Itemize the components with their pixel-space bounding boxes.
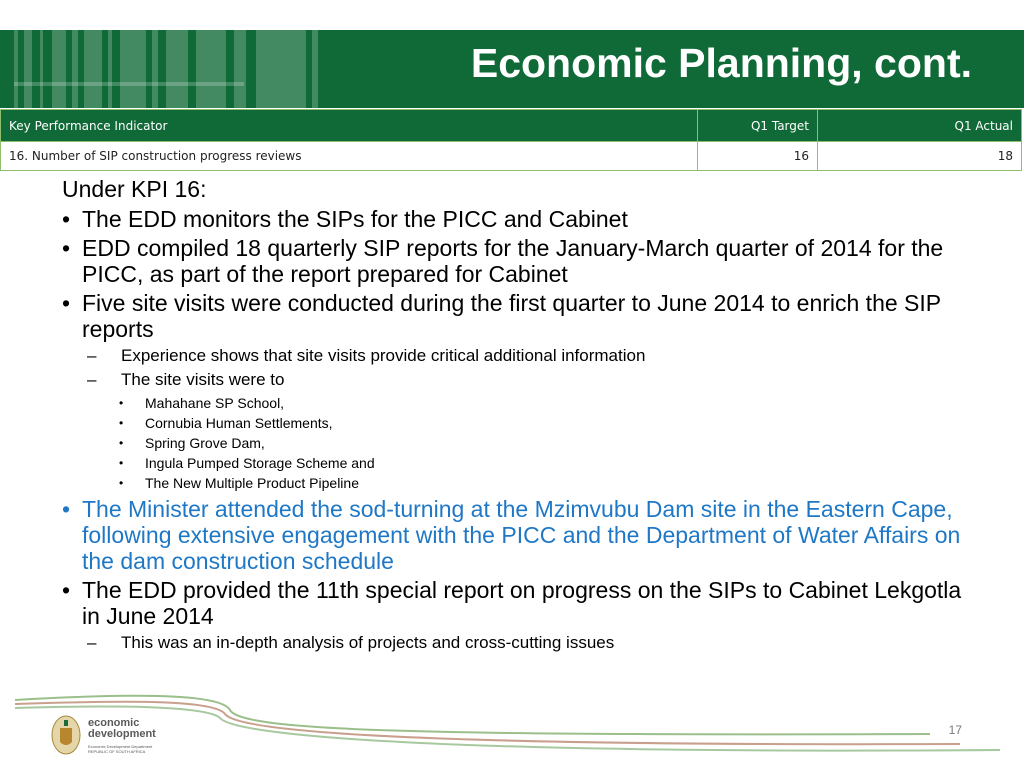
kpi-column-header: Key Performance Indicator xyxy=(1,110,698,142)
dash-marker: – xyxy=(87,633,97,652)
bullet-marker: • xyxy=(119,416,124,430)
intro-heading: Under KPI 16: xyxy=(62,176,207,202)
bullet-marker: • xyxy=(62,577,71,603)
bullet-marker: • xyxy=(119,436,124,450)
q1-target-cell: 16 xyxy=(698,142,818,171)
logo-line-2: development xyxy=(88,728,156,740)
dash-marker: – xyxy=(87,346,97,365)
dash-marker: – xyxy=(87,370,97,389)
sub-bullet-item xyxy=(62,369,962,391)
site-name: Mahahane SP School, xyxy=(145,395,285,411)
bullet-marker: • xyxy=(62,290,71,316)
coat-of-arms-icon xyxy=(50,714,82,756)
sub-bullet-item xyxy=(62,345,962,367)
q1-target-column-header: Q1 Target xyxy=(698,110,818,142)
bullet-marker: • xyxy=(62,235,71,261)
logo-line-1: economic xyxy=(88,717,140,729)
bullet-text: The EDD provided the 11th special report on progress on the SIPs to Cabinet Lekgotla in June 2014 xyxy=(82,577,962,629)
bullet-text: EDD compiled 18 quarterly SIP reports for the January-March quarter of 2014 for the PICC, as part of the report prepared for Cabinet xyxy=(82,235,944,287)
bullet-item-highlighted xyxy=(62,496,962,574)
logo-sub-2: REPUBLIC OF SOUTH AFRICA xyxy=(88,749,146,754)
kpi-table-header-row xyxy=(1,110,1022,142)
bullet-text: Five site visits were conducted during the first quarter to June 2014 to enrich the SIP reports xyxy=(82,290,941,342)
list-item xyxy=(62,413,962,433)
kpi-cell: 16. Number of SIP construction progress reviews xyxy=(1,142,698,171)
sub-bullet-item xyxy=(62,632,962,654)
kpi-table xyxy=(0,109,1022,171)
header-bar xyxy=(0,30,1024,108)
bullet-marker: • xyxy=(119,396,124,410)
q1-actual-column-header: Q1 Actual xyxy=(818,110,1022,142)
list-item xyxy=(62,453,962,473)
site-name: Cornubia Human Settlements, xyxy=(145,415,333,431)
list-item xyxy=(62,473,962,493)
slide-body xyxy=(62,176,962,656)
bullet-text: The EDD monitors the SIPs for the PICC and Cabinet xyxy=(82,206,628,232)
sub-bullet-text: Experience shows that site visits provide critical additional information xyxy=(121,346,646,365)
site-name: Ingula Pumped Storage Scheme and xyxy=(145,455,375,471)
bullet-marker: • xyxy=(62,206,71,232)
logo-wordmark xyxy=(88,718,156,740)
list-item xyxy=(62,433,962,453)
bullet-marker: • xyxy=(119,476,124,490)
bullet-item xyxy=(62,290,962,342)
bullet-text: The Minister attended the sod-turning at the Mzimvubu Dam site in the Eastern Cape, following extensive engagement with the PICC and the Department of Water Affairs on the dam construction schedule xyxy=(82,496,961,574)
sub-bullet-text: This was an in-depth analysis of projects and cross-cutting issues xyxy=(121,633,615,652)
bullet-marker: • xyxy=(119,456,124,470)
sub-bullet-text: The site visits were to xyxy=(121,370,285,389)
slide-title: Economic Planning, cont. xyxy=(470,40,972,86)
logo-subtitle xyxy=(88,744,174,754)
bullet-item xyxy=(62,577,962,629)
bullet-item xyxy=(62,235,962,287)
q1-actual-cell: 18 xyxy=(818,142,1022,171)
page-number: 17 xyxy=(948,723,962,737)
table-row xyxy=(1,142,1022,171)
bullet-item xyxy=(62,206,962,232)
site-name: The New Multiple Product Pipeline xyxy=(145,475,359,491)
site-name: Spring Grove Dam, xyxy=(145,435,265,451)
bullet-marker: • xyxy=(62,496,71,522)
list-item xyxy=(62,393,962,413)
logo-sub-1: Economic Development Department xyxy=(88,744,153,749)
